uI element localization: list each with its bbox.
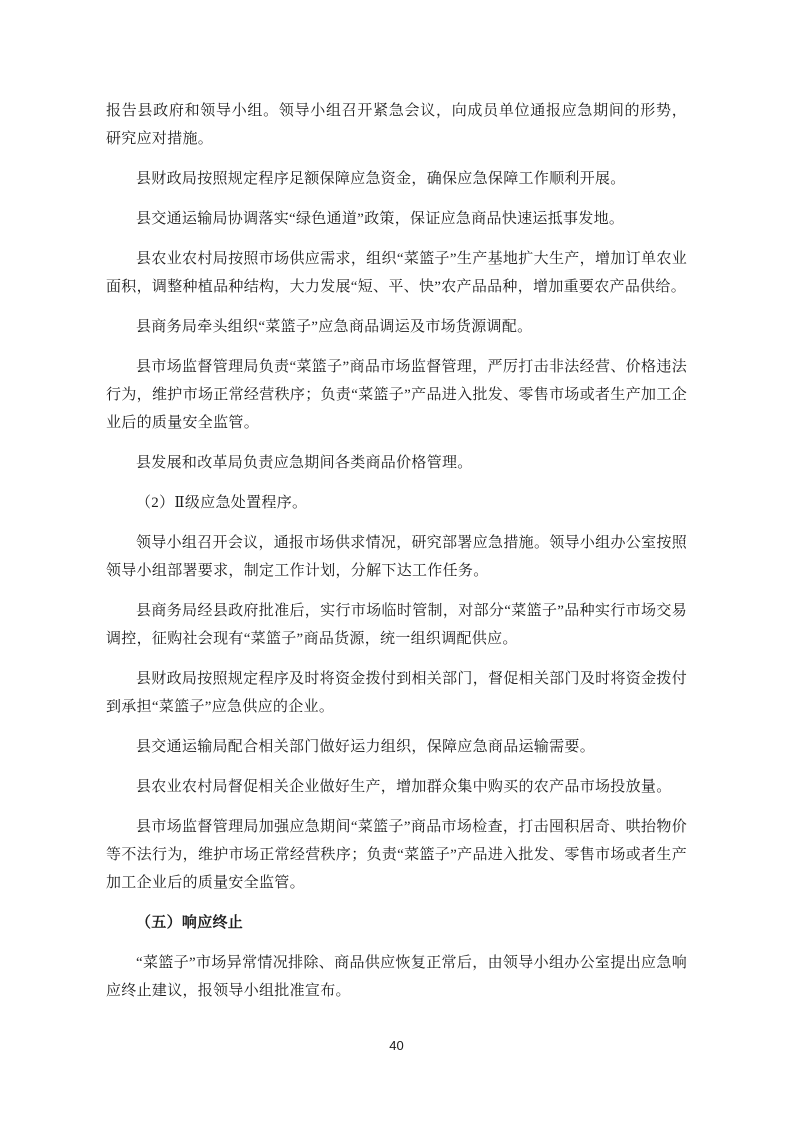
paragraph: 县交通运输局协调落实“绿色通道”政策，保证应急商品快速运抵事发地。 — [136, 211, 625, 227]
paragraph: 县市场监督管理局加强应急期间“菜篮子”商品市场检查，打击囤积居奇、哄抬物价等不法行为，维护市场正常经营秩序；负责“菜篮子”产品进入批发、零售市场或者生产加工企业后的质量安全监管。 — [106, 819, 687, 891]
list-item-level2-heading: （2）Ⅱ级应急处置程序。 — [136, 495, 308, 511]
paragraph: 县财政局按照规定程序足额保障应急资金，确保应急保障工作顺利开展。 — [136, 171, 626, 187]
paragraph: 县市场监督管理局负责“菜篮子”商品市场监督管理，严厉打击非法经营、价格违法行为，维护市场正常经营秩序；负责“菜篮子”产品进入批发、零售市场或者生产加工企业后的质量安全监管。 — [106, 359, 687, 431]
paragraph: 县农业农村局按照市场供应需求，组织“菜篮子”生产基地扩大生产，增加订单农业面积，调整种植品种结构，大力发展“短、平、快”农产品品种，增加重要农产品供给。 — [106, 251, 687, 295]
paragraph: 县农业农村局督促相关企业做好生产，增加群众集中购买的农产品市场投放量。 — [136, 779, 672, 795]
paragraph: 县财政局按照规定程序及时将资金拨付到相关部门，督促相关部门及时将资金拨付到承担“菜篮子”应急供应的企业。 — [106, 671, 687, 715]
page-number: 40 — [389, 1038, 404, 1053]
paragraph: 县交通运输局配合相关部门做好运力组织，保障应急商品运输需要。 — [136, 739, 596, 755]
paragraph: 领导小组召开会议，通报市场供求情况，研究部署应急措施。领导小组办公室按照领导小组部署要求，制定工作计划，分解下达工作任务。 — [106, 535, 687, 579]
paragraph: 县商务局经县政府批准后，实行市场临时管制，对部分“菜篮子”品种实行市场交易调控，征购社会现有“菜篮子”商品货源，统一组织调配供应。 — [106, 603, 687, 647]
paragraph: 县发展和改革局负责应急期间各类商品价格管理。 — [136, 455, 473, 471]
paragraph: 报告县政府和领导小组。领导小组召开紧急会议，向成员单位通报应急期间的形势，研究应对措施。 — [106, 103, 687, 147]
paragraph: 县商务局牵头组织“菜篮子”应急商品调运及市场货源调配。 — [136, 319, 533, 335]
section-heading: （五）响应终止 — [136, 915, 244, 931]
paragraph: “菜篮子”市场异常情况排除、商品供应恢复正常后，由领导小组办公室提出应急响应终止建议，报领导小组批准宣布。 — [106, 955, 687, 999]
